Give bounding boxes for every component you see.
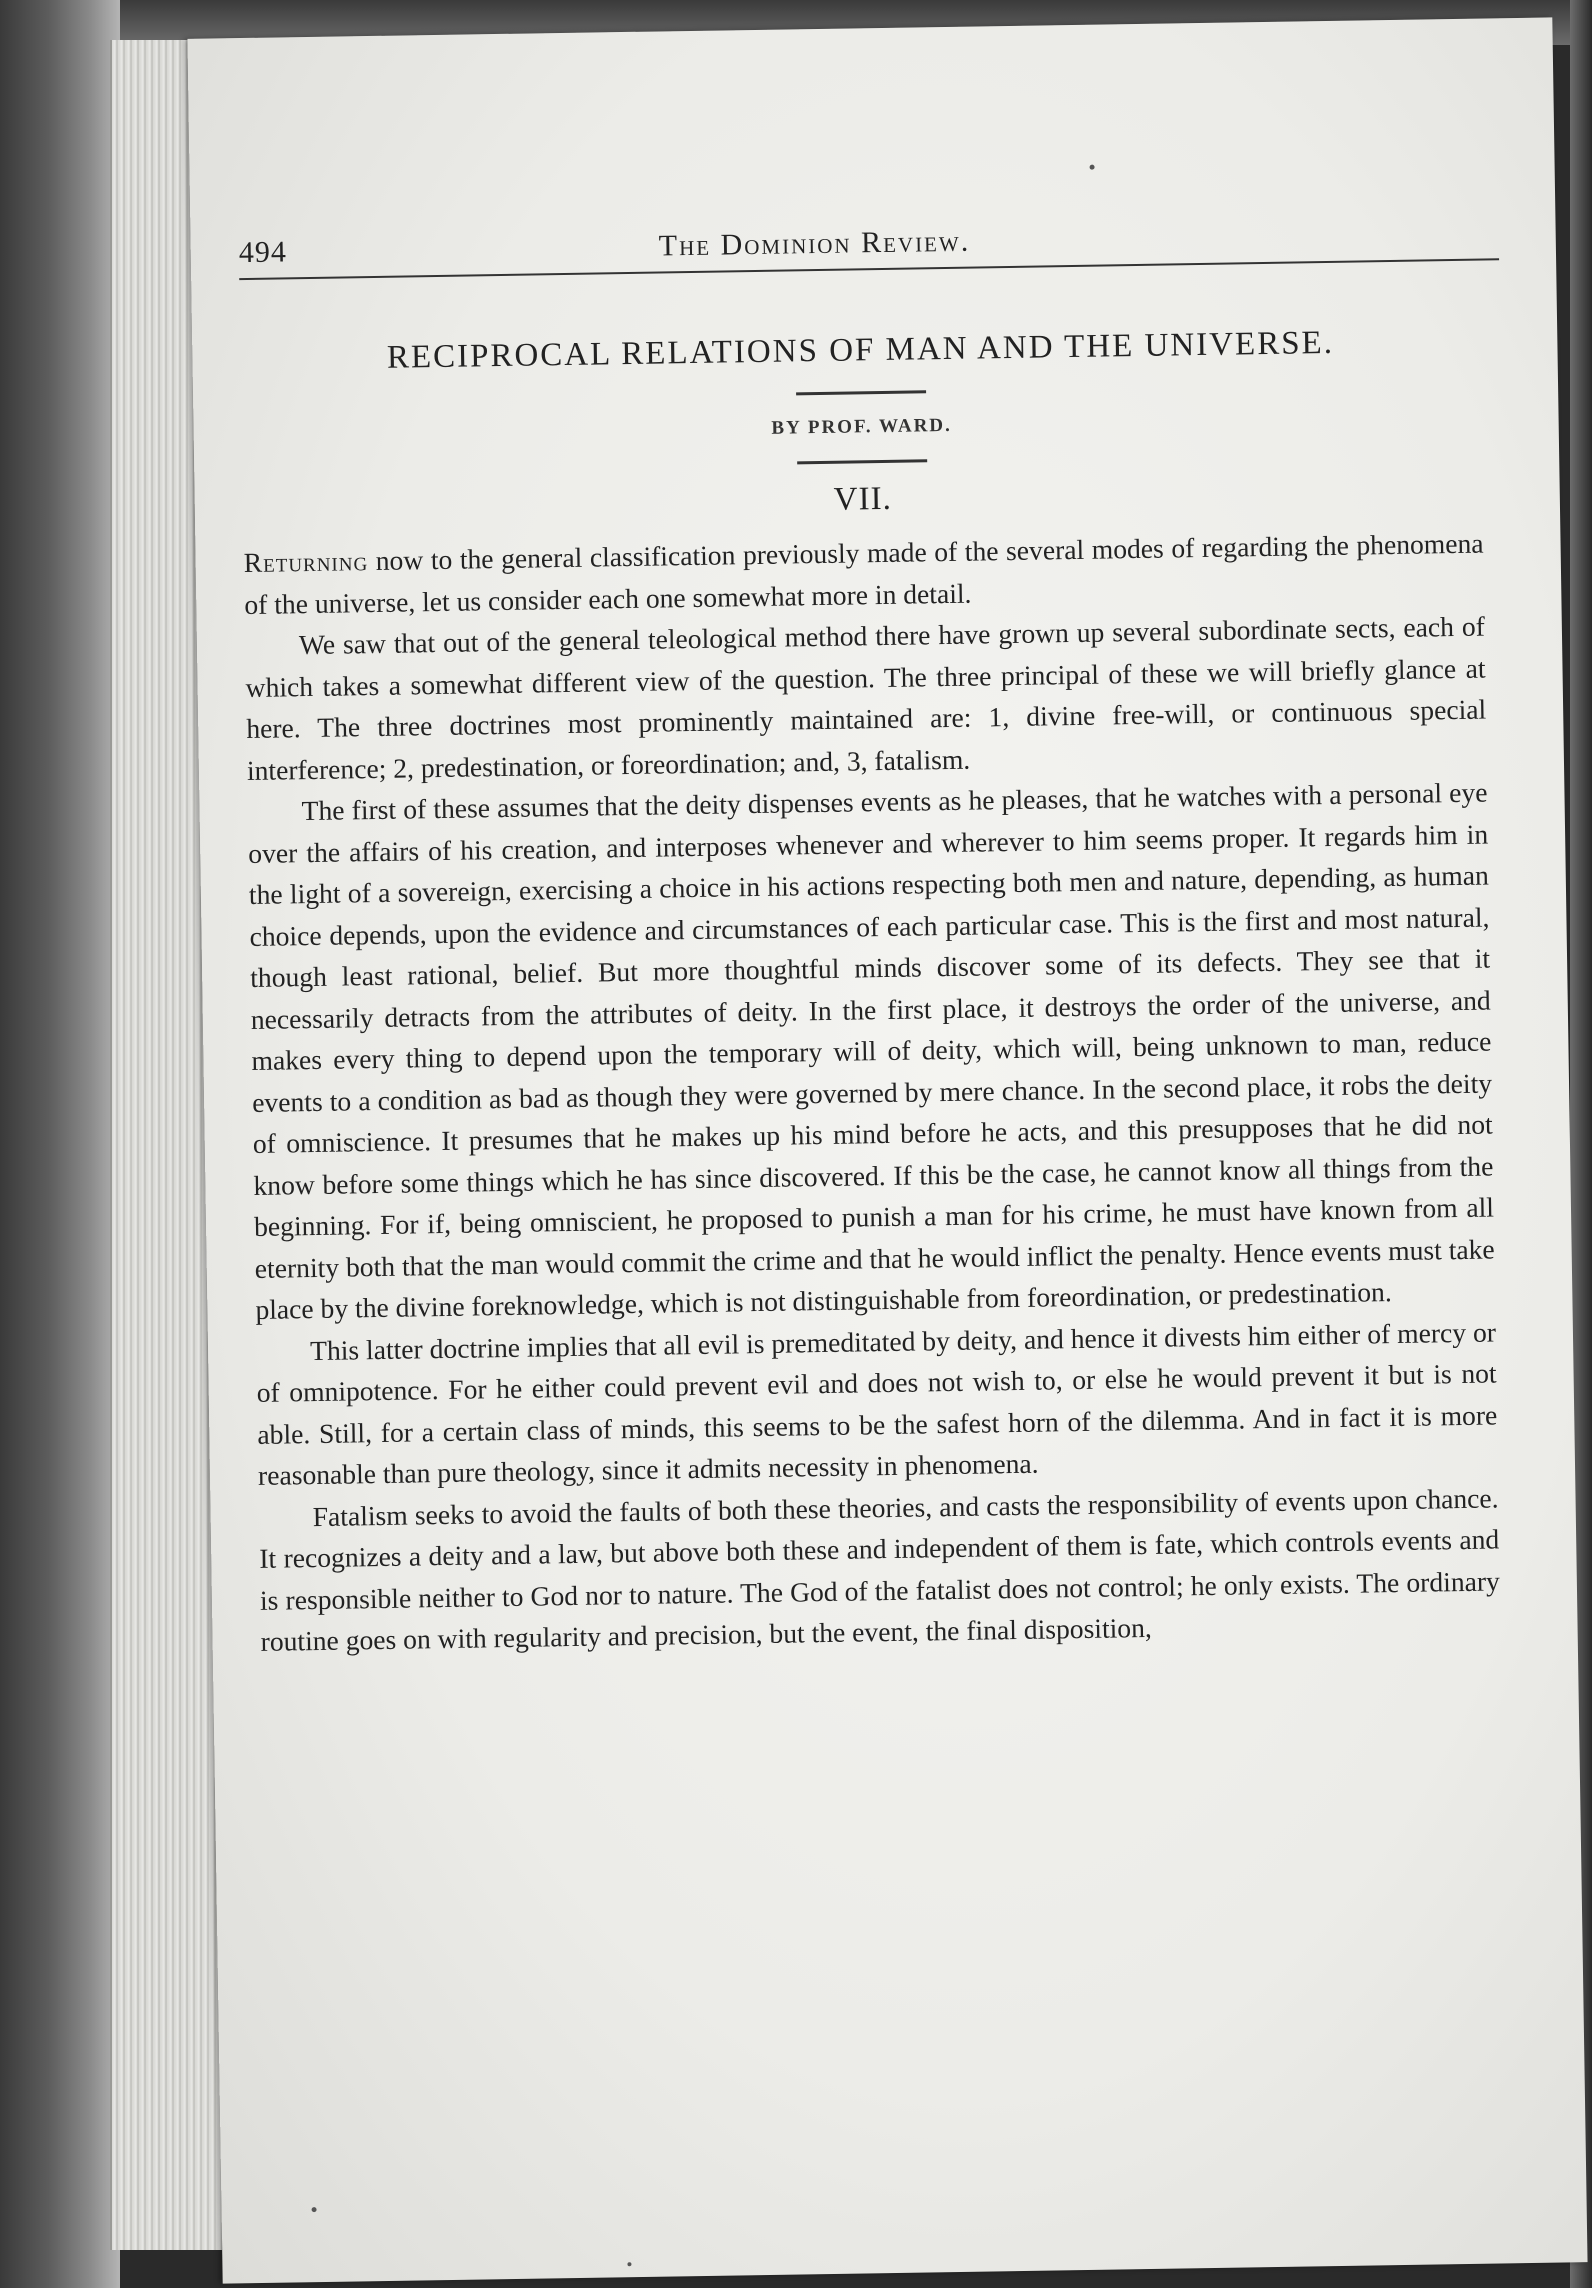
paragraph (247, 772, 1495, 1331)
book-binding (0, 0, 120, 2288)
section-number: VII. (833, 480, 893, 518)
paragraph (256, 1311, 1498, 1496)
page-number: 494 (238, 235, 288, 270)
paragraph-text: We saw that out of the general teleological method there have grown up several subordinate sects, each of which takes a somewhat different view of the question. The three principal of these we will briefly glance at here. The three doctrines most prominently maintained are: 1, divine free-will, or continuous special interference; 2, predestination, or foreordination; and, 3, fatalism. (245, 610, 1487, 786)
article-title: RECIPROCAL RELATIONS OF MAN AND THE UNIVERSE. (386, 324, 1335, 376)
paragraph-text: Fatalism seeks to avoid the faults of both these theories, and casts the responsibility of events upon chance. It recognizes a deity and a law, but above both these and independent of them is fate, which controls events and is responsible neither to God nor to nature. The God of the fatalist does not control; he only exists. The ordinary routine goes on with regularity and precision, but the event, the final disposition, (259, 1481, 1501, 1657)
journal-title: The Dominion Review. (658, 224, 971, 263)
ink-speck (312, 2207, 317, 2212)
ink-speck (1090, 165, 1095, 170)
paragraph-text: now to the general classification previously made of the several modes of regarding the phenomena of the universe, let us consider each one somewhat more in detail. (244, 527, 1484, 620)
paragraph (258, 1477, 1500, 1662)
paragraph (245, 606, 1487, 791)
page-content (238, 189, 1501, 1663)
ink-speck (627, 2262, 631, 2266)
paragraph-text: This latter doctrine implies that all evil is premeditated by deity, and hence it divests him either of mercy or of omnipotence. For he either could prevent evil and does not wish to, or else he would prevent it but is not able. Still, for a certain class of minds, this seems to be the safest horn of the dilemma. And in fact it is more reasonable than pure theology, since it admits necessity in phenomena. (256, 1315, 1498, 1491)
running-head (238, 188, 1499, 280)
paragraph-text: The first of these assumes that the deity dispenses events as he pleases, that he watches with a personal eye over the affairs of his creation, and interposes whenever and wherever to him seems proper. It regards him in the light of a sovereign, exercising a choice in his actions respecting both men and nature, depending, as human choice depends, upon the evidence and circumstances of each particular case. This is the first and most natural, though least rational, belief. But more thoughtful minds discover some of its defects. They see that it necessarily detracts from the attributes of deity. In the first place, it destroys the order of the universe, and makes every thing to depend upon the temporary will of deity, which will, being unknown to man, reduce events to a condition as bad as though they were governed by mere chance. In the second place, it robs the deity of omniscience. It presumes that he makes up his mind before he acts, and this presupposes that he did not know before some things which he has since discovered. If this be the case, he cannot know all things from the beginning. For if, being omniscient, he proposed to punish a man for his crime, he must have known from all eternity both that the man would commit the crime and that he would inflict the penalty. Hence events must take place by the divine foreknowledge, which is not distinguishable from foreordination, or predestination. (248, 776, 1495, 1325)
byline-divider (797, 459, 927, 464)
title-divider (796, 390, 926, 395)
article-body (243, 523, 1500, 1663)
book-page (187, 17, 1587, 2283)
lead-word: Returning (243, 545, 369, 579)
byline: BY PROF. WARD. (771, 414, 952, 439)
